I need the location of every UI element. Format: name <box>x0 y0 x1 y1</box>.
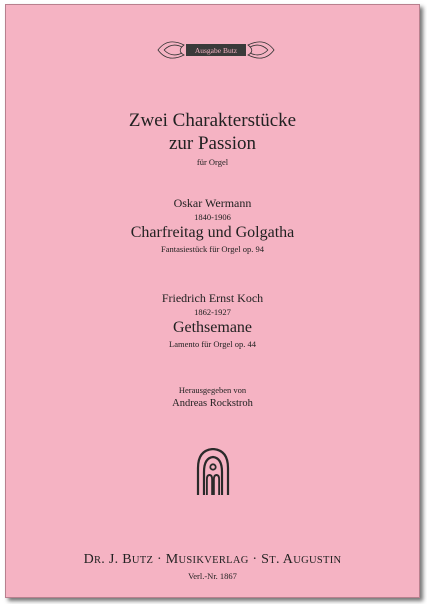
plate-number: Verl.-Nr. 1867 <box>188 571 237 581</box>
publisher-line: DR. J. BUTZ · MUSIKVERLAG · ST. AUGUSTIN <box>83 552 342 567</box>
gothic-window-logo <box>196 448 230 496</box>
title-line-1: Zwei Charakterstücke <box>128 110 297 131</box>
editor-label: Herausgegeben von <box>178 385 247 395</box>
banner-text: Ausgabe Butz <box>194 46 238 55</box>
instrument-label: für Orgel <box>196 157 229 167</box>
title-line-2: zur Passion <box>168 133 257 154</box>
composer-1: Oskar Wermann <box>173 196 252 210</box>
publisher-banner <box>156 35 276 65</box>
work-2-title: Gethsemane <box>172 319 253 336</box>
composer-2-dates: 1862-1927 <box>194 307 231 317</box>
work-1-title: Charfreitag und Golgatha <box>130 224 295 241</box>
composer-2: Friedrich Ernst Koch <box>161 291 264 305</box>
work-1-subtitle: Fantasiestück für Orgel op. 94 <box>160 244 264 254</box>
editor-name: Andreas Rockstroh <box>172 398 253 409</box>
work-2-subtitle: Lamento für Orgel op. 44 <box>169 339 256 349</box>
cover-page <box>5 4 420 598</box>
composer-1-dates: 1840-1906 <box>194 212 231 222</box>
